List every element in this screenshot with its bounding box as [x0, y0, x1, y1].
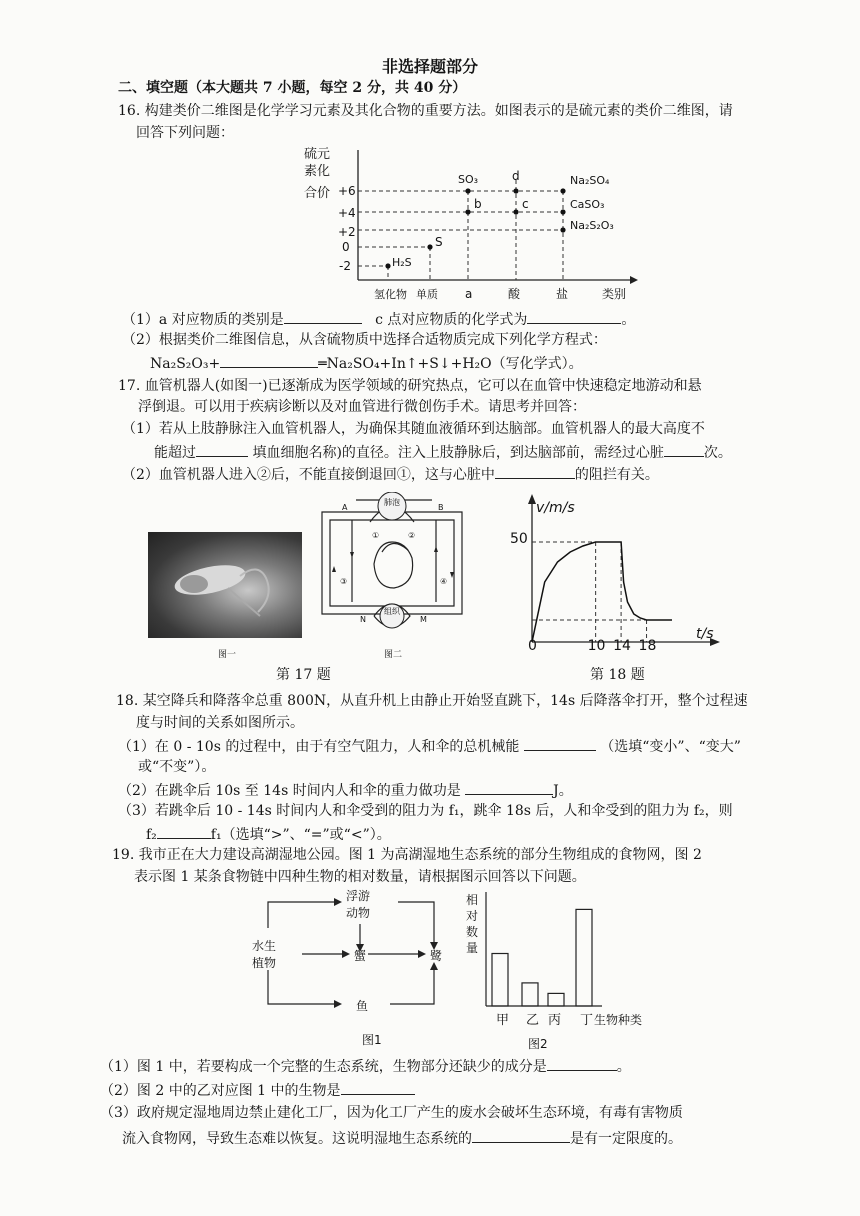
label-b: b [474, 197, 482, 211]
food-web-diagram [250, 880, 470, 1050]
q16-stem-1: 16. 构建类价二维图是化学学习元素及其化合物的重要方法。如图表示的是硫元素的类价二维图，请 [118, 103, 733, 119]
ytick: +6 [338, 184, 356, 198]
label-h2s: H₂S [392, 256, 412, 269]
xtick-14: 14 [613, 638, 631, 652]
bar-1 [522, 983, 538, 1006]
bar-cat-bing: 丙 [548, 1013, 562, 1028]
label-s: S [435, 235, 443, 249]
web-fish: 鱼 [356, 999, 369, 1013]
bar-xlabel: 生物种类 [594, 1013, 643, 1027]
chart16-ylabel-3: 合价 [304, 186, 331, 201]
web-zoo-1: 浮游 [346, 889, 371, 903]
ytick: 0 [342, 240, 350, 254]
q17-part1-a: （1）若从上肢静脉注入血管机器人，为确保其随血液循环到达脑部。血管机器人的最大高度不 [122, 421, 705, 437]
q16-equation: Na₂S₂O₃+ ═Na₂SO₄+In↑+S↓+H₂O（写化学式）。 [150, 353, 583, 373]
fig1-food-web-label: 图1 [362, 1033, 382, 1047]
q17-part2: （2）血管机器人进入②后，不能直接倒退回①，这与心脏中 的阻拦有关。 [122, 464, 659, 484]
point-s [427, 244, 432, 249]
web-crab: 蟹 [354, 949, 367, 963]
ytick: -2 [339, 259, 351, 273]
bar-2 [548, 993, 564, 1006]
label-na2so4: Na₂SO₄ [570, 174, 610, 187]
label-c: c [522, 197, 529, 211]
sulfur-valence-chart [290, 140, 650, 308]
q18-part1-a: （1）在 0 - 10s 的过程中，由于有空气阻力，人和伞的总机械能 （选填“变小”、“变大” [118, 736, 741, 756]
chart18-xlabel: t/s [696, 626, 714, 642]
q19-stem-2: 表示图 1 某条食物链中四种生物的相对数量，请根据图示回答以下问题。 [134, 869, 586, 885]
ytick: +2 [338, 225, 356, 239]
web-zoo-2: 动物 [346, 906, 371, 920]
q19-part3-a: （3）政府规定湿地周边禁止建化工厂，因为化工厂产生的废水会破坏生态环境，有毒有害物质 [100, 1105, 683, 1121]
label-d: d [512, 169, 520, 183]
point-c [513, 209, 518, 214]
q18-part3-b: f₂ f₁（选填“>”、“=”或“<”）。 [146, 824, 391, 844]
q18-part3-a: （3）若跳伞后 10 - 14s 时间内人和伞受到的阻力为 f₁，跳伞 18s 后，人和伞受到的阻力为 f₂，则 [118, 803, 733, 819]
chart16-ylabel-1: 硫元 [304, 147, 331, 162]
point-so3 [465, 188, 470, 193]
ytick-50: 50 [510, 531, 528, 547]
label-4: ④ [440, 577, 448, 586]
xtick: 盐 [556, 287, 569, 301]
label-1: ① [372, 531, 380, 540]
web-plant-2: 植物 [252, 956, 277, 970]
q18-part1-b: 或“不变”）。 [138, 759, 216, 775]
q18-part2: （2）在跳伞后 10s 至 14s 时间内人和伞的重力做功是 J。 [118, 780, 573, 800]
label-so3: SO₃ [458, 173, 479, 186]
web-plant-1: 水生 [252, 939, 277, 953]
section-heading: 二、填空题（本大题共 7 小题，每空 2 分，共 40 分） [118, 80, 467, 96]
bar-cat-ding: 丁 [580, 1013, 594, 1028]
bar-ylabel-3: 数 [466, 925, 479, 939]
xtick: 酸 [508, 287, 521, 301]
q19-part3-b: 流入食物网，导致生态难以恢复。这说明湿地生态系统的 是有一定限度的。 [122, 1128, 682, 1148]
q17-stem-1: 17. 血管机器人(如图一)已逐渐成为医学领域的研究热点，它可以在血管中快速稳定地游动和悬 [118, 378, 702, 394]
label-m: M [420, 615, 427, 624]
point-na2so4 [560, 188, 565, 193]
ytick: +4 [338, 206, 356, 220]
xtick-10: 10 [587, 638, 606, 652]
chart16-ylabel-2: 素化 [304, 164, 331, 179]
bar-ylabel-1: 相 [466, 893, 479, 907]
q18-stem-2: 度与时间的关系如图所示。 [136, 715, 304, 731]
point-na2s2o3 [560, 227, 565, 232]
circulation-diagram [312, 492, 472, 642]
bar-cat-jia: 甲 [496, 1013, 510, 1028]
fig2-label: 图二 [384, 650, 403, 660]
robot-photo [148, 532, 302, 638]
page-title: 非选择题部分 [381, 57, 478, 76]
label-alveoli: 肺泡 [384, 498, 400, 507]
point-h2s [385, 263, 390, 268]
q17-caption: 第 17 题 [276, 667, 331, 683]
fig2-bar-label: 图2 [528, 1037, 548, 1051]
web-heron: 鹭 [430, 949, 443, 963]
bar-3 [576, 909, 592, 1006]
q19-stem-1: 19. 我市正在大力建设高湖湿地公园。图 1 为高湖湿地生态系统的部分生物组成的食物网，图 2 [112, 847, 702, 863]
label-caso3: CaSO₃ [570, 198, 605, 211]
q16-part2: （2）根据类价二维图信息，从含硫物质中选择合适物质完成下列化学方程式： [122, 332, 607, 348]
q18-caption: 第 18 题 [590, 667, 645, 683]
bar-0 [492, 954, 508, 1007]
bar-ylabel-4: 量 [466, 941, 479, 955]
xtick-18: 18 [638, 638, 657, 652]
relative-quantity-chart [462, 888, 672, 1058]
label-b: B [438, 503, 444, 512]
point-b [465, 209, 470, 214]
label-n: N [360, 615, 366, 624]
label-tissue: 组织 [384, 607, 400, 616]
xtick: 氢化物 [374, 288, 407, 301]
q18-stem-1: 18. 某空降兵和降落伞总重 800N，从直升机上由静止开始竖直跳下，14s 后降落伞打开，整个过程速 [116, 693, 748, 709]
label-a: A [342, 503, 348, 512]
q19-part2: （2）图 2 中的乙对应图 1 中的生物是 [100, 1080, 415, 1100]
xtick: 单质 [416, 288, 438, 301]
bar-ylabel-2: 对 [466, 909, 479, 923]
velocity-curve [532, 542, 672, 642]
point-caso3 [560, 209, 565, 214]
q16-part1: （1）a 对应物质的类别是 c 点对应物质的化学式为 。 [122, 309, 635, 329]
chart16-xlabel: 类别 [602, 287, 627, 301]
fig1-label: 图一 [218, 650, 237, 660]
xtick-0: 0 [528, 638, 537, 652]
q16-stem-2: 回答下列问题： [136, 125, 234, 141]
bar-cat-yi: 乙 [526, 1013, 540, 1028]
chart18-ylabel: v/m/s [536, 500, 575, 516]
label-2: ② [408, 531, 416, 540]
xtick: a [465, 287, 473, 301]
point-d [513, 188, 518, 193]
velocity-chart [506, 492, 726, 652]
label-3: ③ [340, 577, 348, 586]
q17-part1-b: 能超过 填血细胞名称)的直径。注入上肢静脉后，到达脑部前，需经过心脏 次。 [154, 442, 732, 462]
label-na2s2o3: Na₂S₂O₃ [570, 219, 614, 232]
q17-stem-2: 浮倒退。可以用于疾病诊断以及对血管进行微创伤手术。请思考并回答： [138, 399, 586, 415]
q19-part1: （1）图 1 中，若要构成一个完整的生态系统，生物部分还缺少的成分是 。 [100, 1056, 631, 1076]
